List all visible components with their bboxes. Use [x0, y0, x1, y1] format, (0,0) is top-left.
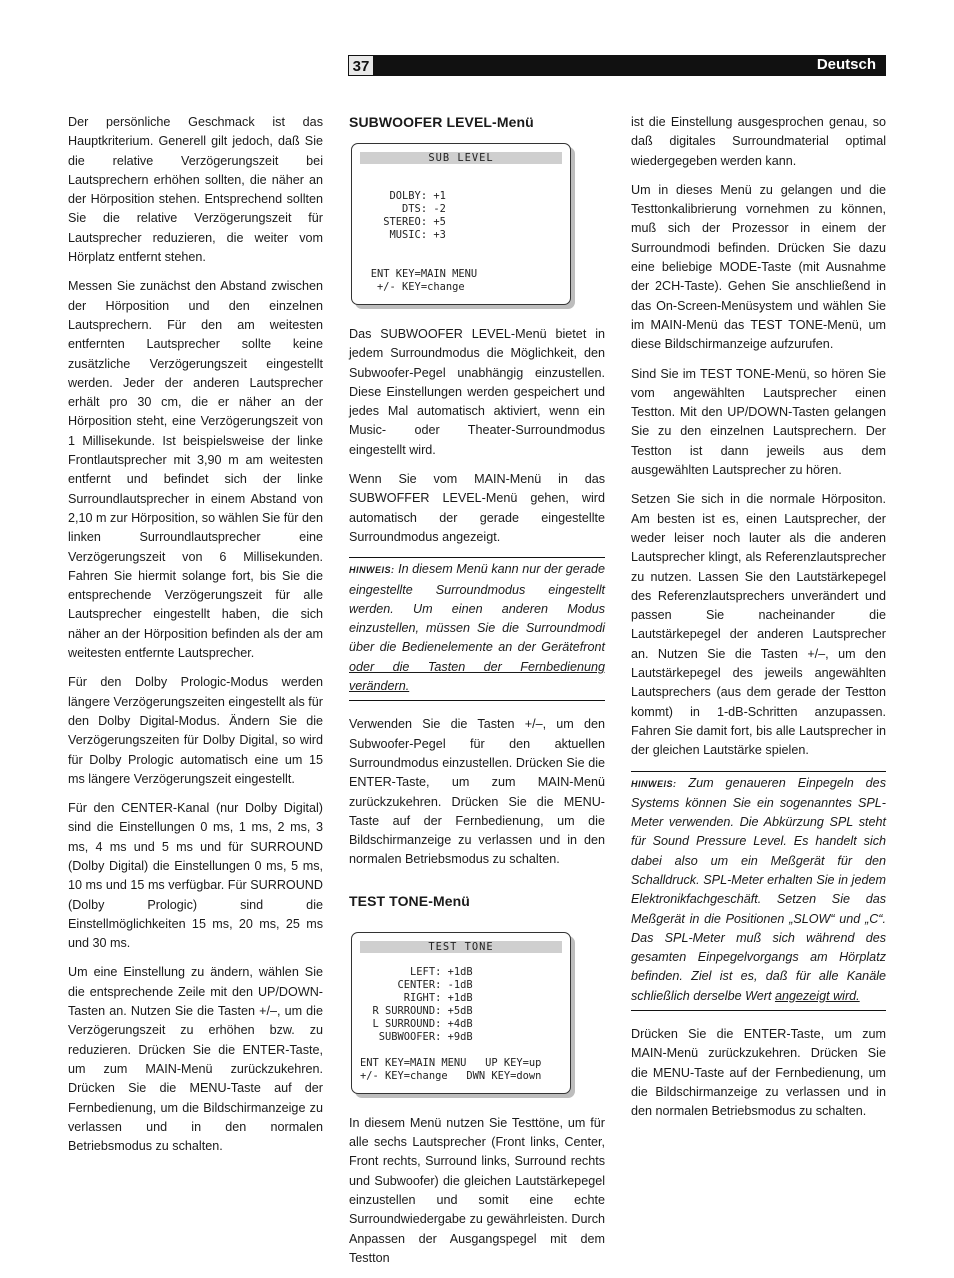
paragraph: Um in dieses Menü zu gelangen und die Testtonkalibrierung vornehmen zu können, muß sich der Prozessor in einem der Surroundmodi befinden. Drücken Sie dazu eine beliebige MODE-Taste (mit Ausnahme der 2CH-Taste). Gehen Sie anschließend in das On-Screen-Menüsystem und wählen Sie im MAIN-Menü das TEST TONE-Menü, um diese Bildschirmanzeige aufzurufen. — [631, 182, 886, 352]
paragraph: Der persönliche Geschmack ist das Hauptkriterium. Generell gilt jedoch, daß Sie die relative Verzögerungszeit bei Lautsprechern erhöhen sollten, die näher an der Hörposition stehen. Entsprechend sollten Sie die relative Verzögerungszeit für Lautsprecher reduzieren, die weiter vom Hörplatz entfernt stehen. — [68, 115, 323, 265]
sub-level-screen — [351, 143, 571, 305]
paragraph: Für den CENTER-Kanal (nur Dolby Digital) sind die Einstellungen 0 ms, 1 ms, 2 ms, 3 ms, 4 ms und 5 ms und für SURROUND (Dolby Digital) die Einstellungen 0 ms, 5 ms, 10 ms und 15 ms verfügbar. Für SURROUND (Dolby Prologic) sind die Einstellmöglichkeiten 15 ms, 20 ms, 25 ms und 30 ms. — [68, 801, 323, 951]
paragraph: Wenn Sie vom MAIN-Menü in das SUBWOFFER LEVEL-Menü gehen, wird automatisch der gerade eingestellte Surroundmodus angezeigt. — [349, 472, 605, 544]
note-text: In diesem Menü kann nur der gerade eingestellte Surroundmodus eingestellt werden. Um einen anderen Modus einzustellen, müssen Sie die Surroundmodi über die Bedienelemente an der Gerätefront — [349, 562, 605, 655]
paragraph: Verwenden Sie die Tasten +/–, um den Subwoofer-Pegel für den aktuellen Surroundmodus einzustellen. Drücken Sie die ENTER-Taste, um zum MAIN-Menü zurückzukehren. Drücken Sie die MENU-Taste auf der Fernbedienung, um die Bildschirmanzeige zu verlassen und in den normalen Betriebsmodus zu schalten. — [349, 717, 605, 867]
column-3 — [631, 113, 886, 1132]
paragraph: Drücken Sie die ENTER-Taste, um zum MAIN-Menü zurückzukehren. Drücken Sie die MENU-Taste auf der Fernbedienung, um die Bildschirmanzeige zu verlassen und in den normalen Betriebsmodus zu schalten. — [631, 1027, 886, 1119]
screen-body: DOLBY: +1 DTS: -2 STEREO: +5 MUSIC: +3 ENT KEY=MAIN MENU +/- KEY=change — [370, 190, 478, 293]
paragraph: ist die Einstellung ausgesprochen genau, so daß digitales Surroundmaterial optimal wiedergegeben werden kann. — [631, 115, 886, 168]
note-text-end: oder die Tasten der Fernbedienung verändern. — [349, 659, 605, 694]
paragraph: Um eine Einstellung zu ändern, wählen Sie die entsprechende Zeile mit den UP/DOWN-Tasten an. Nutzen Sie die Tasten +/–, um die Verzögerungszeit zu erhöhen bzw. zu reduzieren. Drücken Sie die ENTER-Taste, um zum MAIN-Menü zurückzukehren. Drücken Sie die MENU-Taste auf der Fernbedienung, um die Bildschirmanzeige zu verlassen und in den normalen Betriebsmodus zu schalten. — [68, 965, 323, 1154]
note-label: HINWEIS: — [631, 778, 677, 789]
column-2 — [349, 113, 605, 1278]
paragraph: In diesem Menü nutzen Sie Testtöne, um für alle sechs Lautsprecher (Front links, Center, Front rechts, Surround links, Surround rechts und Subwoofer) die gleichen Lautstärkepegel einzustellen und somit eine echte Surroundwiedergabe zu gewährleisten. Durch Anpassen der Ausgangspegel mit dem Testton — [349, 1115, 605, 1265]
note-text-end: angezeigt wird. — [774, 988, 860, 1003]
note-box — [631, 771, 886, 1012]
paragraph: Für den Dolby Prologic-Modus werden längere Verzögerungszeiten eingestellt als für den Dolby Digital-Modus. Ändern Sie die Verzögerungszeiten für Dolby Digital, so wird für Dolby Prologic automatisch eine um 15 ms längere Verzögerungszeit eingestellt. — [68, 675, 323, 786]
header-bar — [348, 55, 886, 76]
subwoofer-heading: SUBWOOFER LEVEL-Menü — [349, 114, 534, 130]
screen-title: SUB LEVEL — [360, 152, 562, 164]
note-box — [349, 557, 605, 701]
screen-body: LEFT: +1dB CENTER: -1dB RIGHT: +1dB R SURROUND: +5dB L SURROUND: +4dB SUBWOOFER: +9dB ENT KEY=MAIN MENU UP KEY=up +/- KEY=change DWN KEY=down — [360, 965, 542, 1082]
paragraph: Das SUBWOOFER LEVEL-Menü bietet in jedem Surroundmodus die Möglichkeit, den Subwoofer-Pegel unabhängig einzustellen. Diese Einstellungen werden gespeichert und jedes Mal automatisch aktiviert, wenn ein Music- oder Theater-Surroundmodus eingestellt wird. — [349, 327, 605, 457]
paragraph: Messen Sie zunächst den Abstand zwischen der Hörposition und den einzelnen Lautsprechern. Für den am weitesten entfernten Lautsprecher sollte keine zusätzliche Verzögerungszeit eingestellt werden. Jeder der anderen Lautsprecher erhält pro 30 cm, die er näher an der Hörposition steht, eine Verzögerungszeit von 1 Millisekunde. Ist beispielsweise der linke Frontlautsprecher mit 3,90 m am weitesten entfernt und befindet sich der linke Surroundlautsprecher in einem Abstand von 2,10 m zur Hörposition, so wählen Sie für den linken Surroundlautsprecher eine Verzögerungszeit von 6 Millisekunden. Fahren Sie hiermit solange fort, bis Sie die entsprechende Verzögerungszeit für alle Lautsprecher eingestellt haben, die sich näher an der Hörposition befinden als der am weitesten entfernte Lautsprecher. — [68, 279, 323, 661]
page-number: 37 — [348, 55, 374, 76]
paragraph: Setzen Sie sich in die normale Hörpositon. Am besten ist es, einen Lautsprecher, der weder leiser noch lauter als die anderen Lautsprecher klingt, als Referenzlautsprecher zu nutzen. Lassen Sie den Lautstärkepegel des Referenzlautsprechers unverändert und passen Sie nacheinander die Lautstärkepegel der anderen Lautsprecher an. Nutzen Sie die Tasten +/–, um den Lautstärkepegel des jeweils angewählten Lautsprechers (aus dem gerade der Testton kommt) in 1-dB-Schritten anzupassen. Fahren Sie damit fort, bis alle Lautsprecher in der gleichen Lautstärke spielen. — [631, 492, 886, 758]
note-text: Zum genaueren Einpegeln des Systems können Sie ein sogenanntes SPL-Meter verwenden. Die Abkürzung SPL steht für Sound Pressure Level. Es handelt sich dabei also um ein Meßgerät für den Schalldruck. SPL-Meter erhalten Sie in jedem Elektronikfachgeschäft. Setzen Sie das Meßgerät in die Positionen „SLOW“ und „C“. Das SPL-Meter muß sich während des gesamten Einpegelvorgangs am Hörplatz befinden. Ziel ist es, daß für alle Kanäle schließlich derselbe Wert — [631, 775, 886, 1003]
test-tone-heading: TEST TONE-Menü — [349, 892, 470, 909]
language-label: Deutsch — [816, 56, 876, 73]
screen-title: TEST TONE — [360, 941, 562, 953]
column-1 — [68, 113, 323, 1166]
test-tone-screen — [351, 932, 571, 1094]
note-label: HINWEIS: — [349, 565, 395, 576]
paragraph: Sind Sie im TEST TONE-Menü, so hören Sie vom angewählten Lautsprecher einen Testton. Mit den UP/DOWN-Tasten gelangen Sie zu den einzelnen Lautsprechern. Der Testton ist dann jeweils aus dem ausgewählten Lautsprecher zu hören. — [631, 366, 886, 478]
